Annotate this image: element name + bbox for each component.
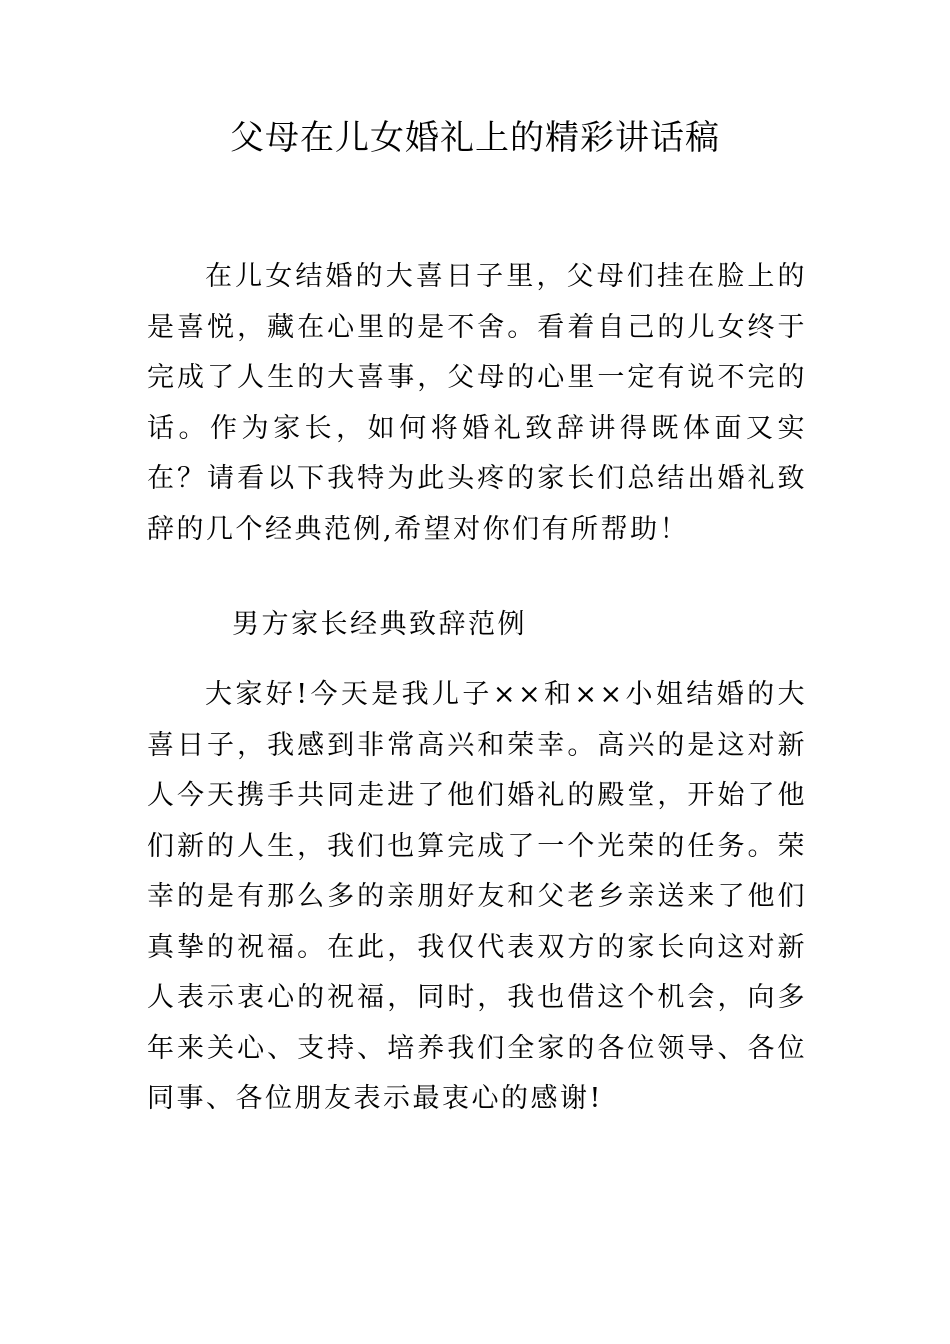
- section-heading: 男方家长经典致辞范例: [232, 609, 527, 640]
- intro-paragraph: 在儿女结婚的大喜日子里，父母们挂在脸上的是喜悦，藏在心里的是不舍。看着自己的儿女终于完成了人生的大喜事，父母的心里一定有说不完的话。作为家长，如何将婚礼致辞讲得既体面又实在？请看以下我特为此头疼的家长们总结出婚礼致辞的几个经典范例,希望对你们有所帮助！: [147, 261, 807, 545]
- speech-paragraph: 大家好!今天是我儿子××和××小姐结婚的大喜日子，我感到非常高兴和荣幸。高兴的是这对新人今天携手共同走进了他们婚礼的殿堂，开始了他们新的人生，我们也算完成了一个光荣的任务。荣幸的是有那么多的亲朋好友和父老乡亲送来了他们真挚的祝福。在此，我仅代表双方的家长向这对新人表示衷心的祝福，同时，我也借这个机会，向多年来关心、支持、培养我们全家的各位领导、各位同事、各位朋友表示最衷心的感谢!: [147, 679, 807, 1114]
- document-title: 父母在儿女婚礼上的精彩讲话稿: [230, 118, 720, 158]
